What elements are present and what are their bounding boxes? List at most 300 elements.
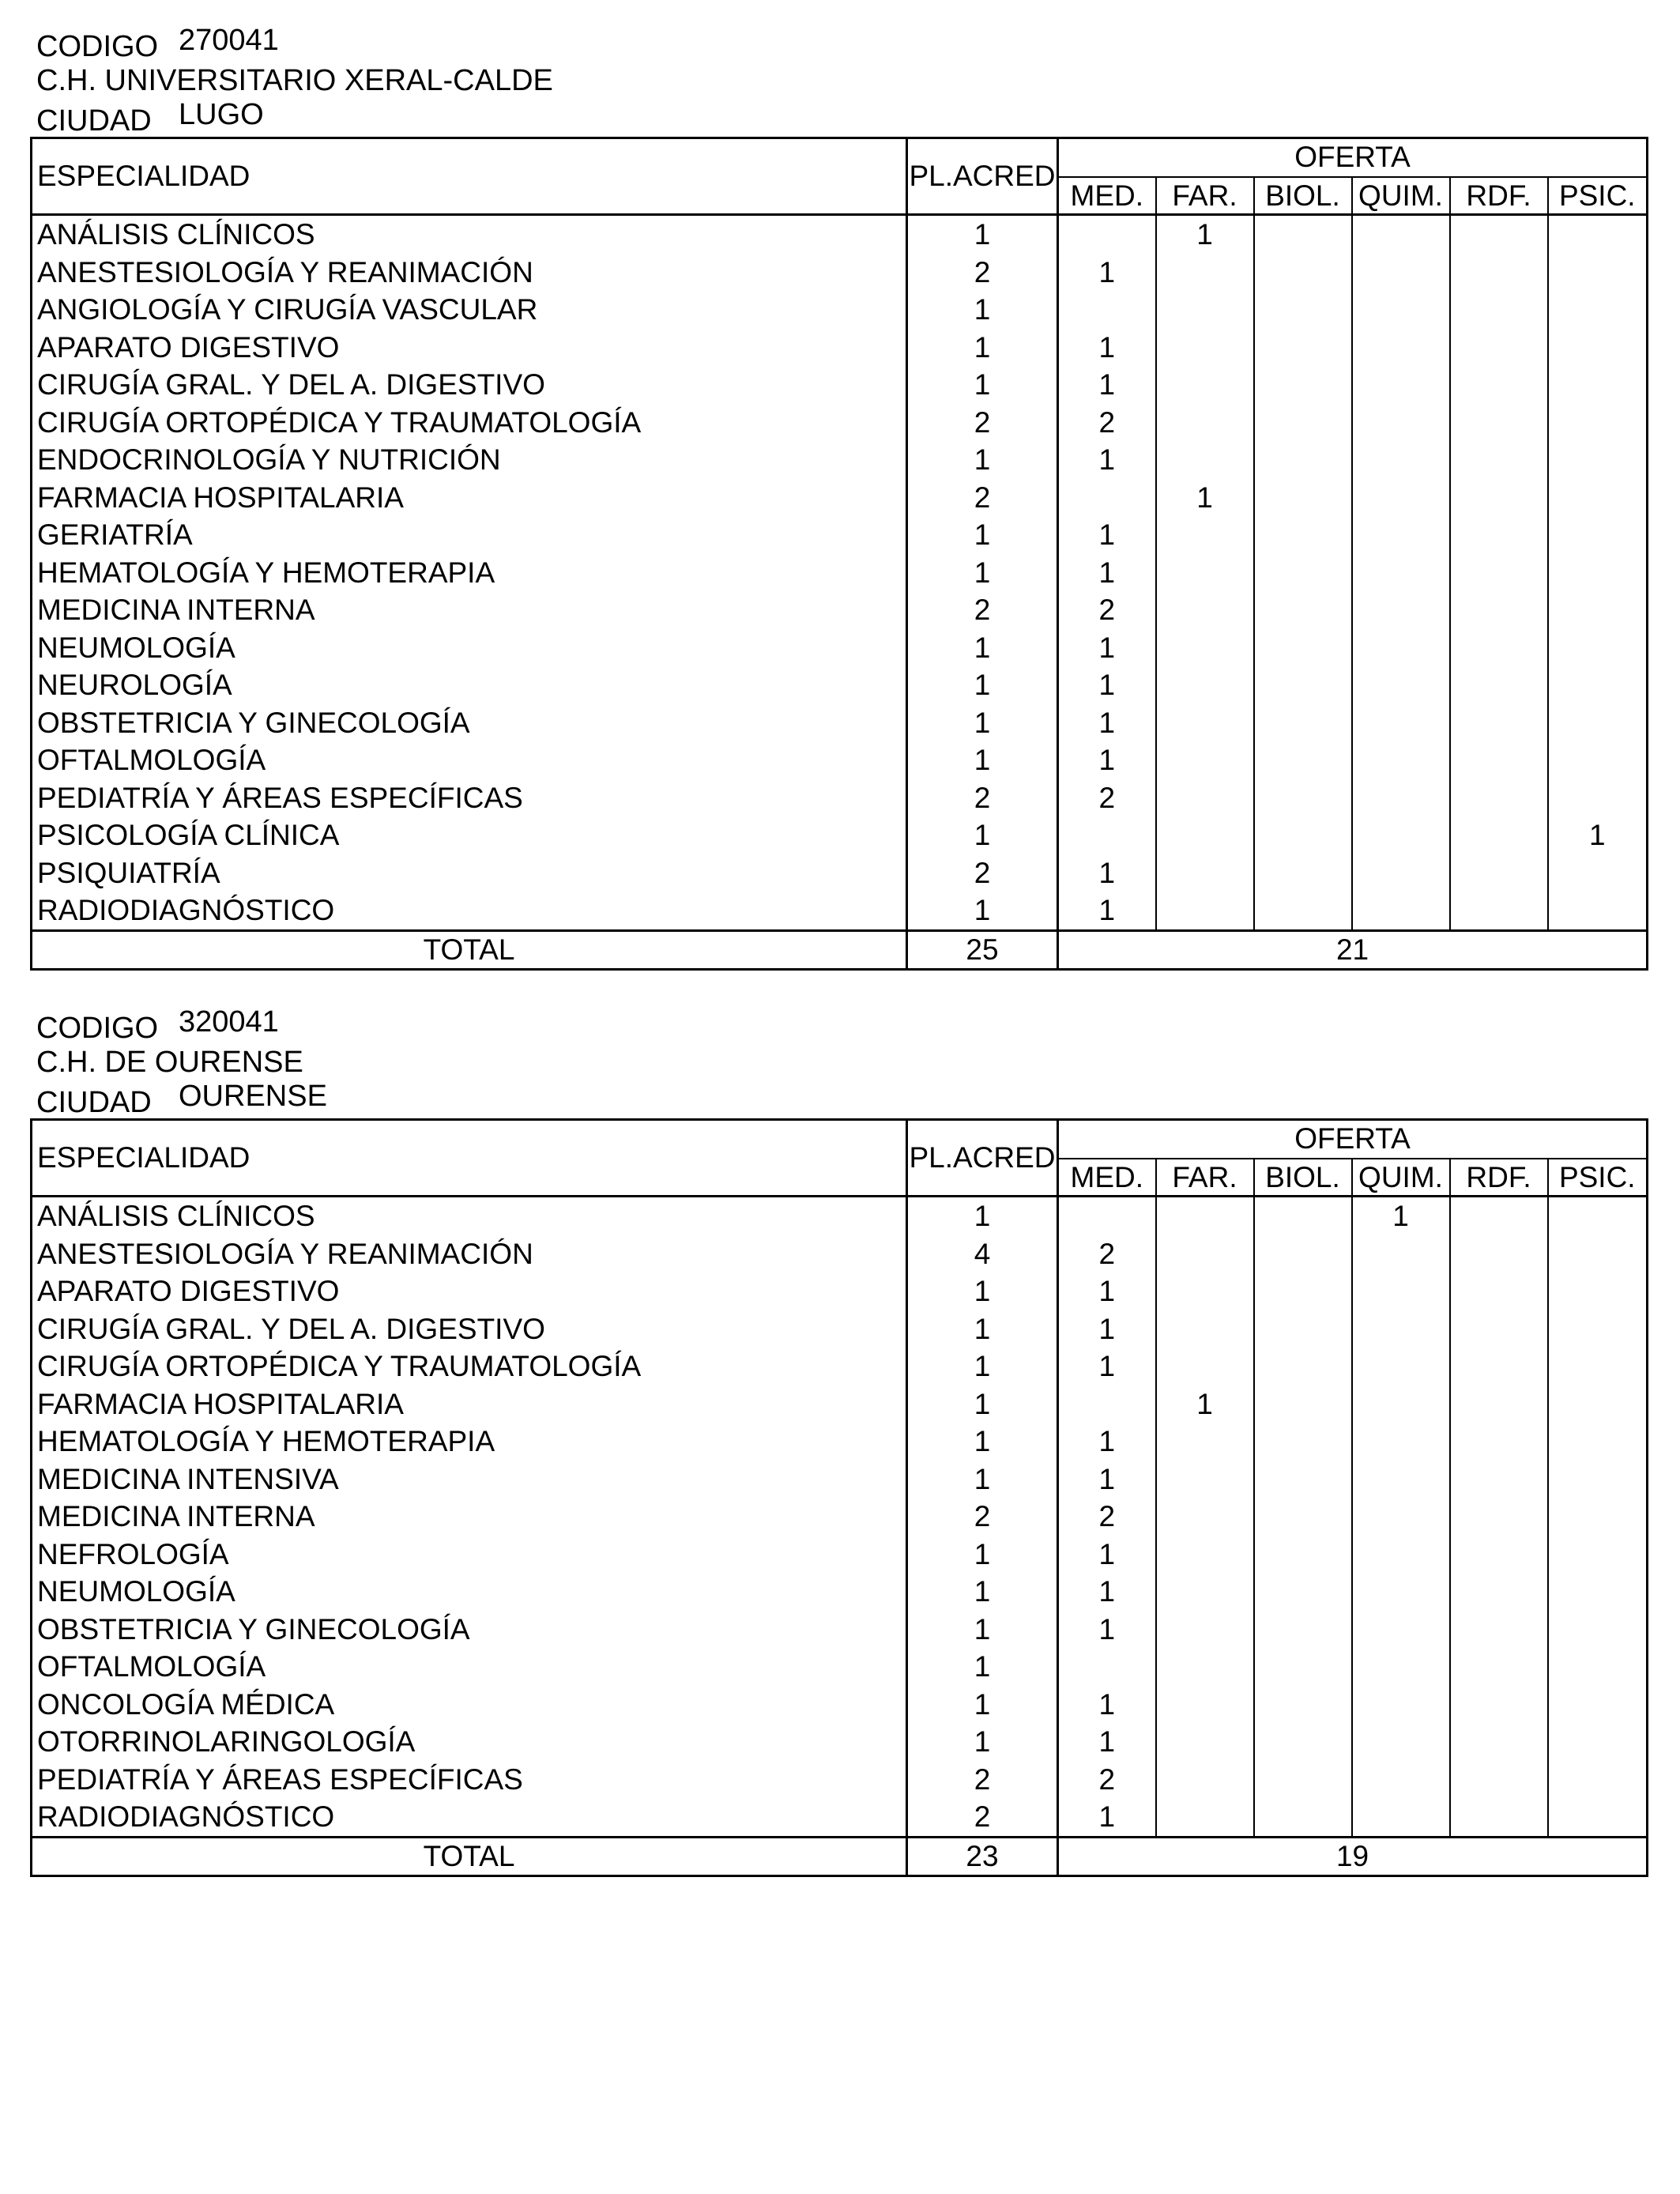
oferta-quim-cell bbox=[1352, 1723, 1450, 1761]
especialidad-cell: MEDICINA INTERNA bbox=[32, 591, 907, 629]
especialidad-cell: APARATO DIGESTIVO bbox=[32, 329, 907, 367]
oferta-psic-cell bbox=[1548, 1498, 1648, 1536]
oferta-biol-cell bbox=[1254, 366, 1352, 404]
oferta-med-cell: 1 bbox=[1058, 892, 1156, 930]
placred-cell: 1 bbox=[907, 1272, 1058, 1310]
table-row bbox=[32, 1573, 1648, 1611]
oferta-quim-cell bbox=[1352, 1272, 1450, 1310]
oferta-far-cell bbox=[1156, 329, 1254, 367]
placred-cell: 2 bbox=[907, 404, 1058, 442]
oferta-med-cell: 1 bbox=[1058, 854, 1156, 892]
oferta-med-cell: 1 bbox=[1058, 1348, 1156, 1385]
oferta-far-cell bbox=[1156, 291, 1254, 329]
oferta-psic-cell bbox=[1548, 516, 1648, 554]
oferta-psic-cell bbox=[1548, 215, 1648, 254]
column-header-rdf: RDF. bbox=[1450, 177, 1548, 215]
table-row bbox=[32, 1611, 1648, 1649]
table-row bbox=[32, 1498, 1648, 1536]
especialidad-cell: OBSTETRICIA Y GINECOLOGÍA bbox=[32, 1611, 907, 1649]
oferta-psic-cell bbox=[1548, 741, 1648, 779]
table-row bbox=[32, 329, 1648, 367]
table-row bbox=[32, 254, 1648, 292]
especialidad-cell: CIRUGÍA ORTOPÉDICA Y TRAUMATOLOGÍA bbox=[32, 1348, 907, 1385]
oferta-med-cell: 2 bbox=[1058, 591, 1156, 629]
oferta-rdf-cell bbox=[1450, 1723, 1548, 1761]
especialidad-cell: ANESTESIOLOGÍA Y REANIMACIÓN bbox=[32, 254, 907, 292]
oferta-rdf-cell bbox=[1450, 554, 1548, 592]
oferta-med-cell bbox=[1058, 291, 1156, 329]
oferta-far-cell bbox=[1156, 441, 1254, 479]
oferta-rdf-cell bbox=[1450, 779, 1548, 817]
oferta-rdf-cell bbox=[1450, 1235, 1548, 1273]
especialidad-cell: MEDICINA INTENSIVA bbox=[32, 1461, 907, 1498]
oferta-rdf-cell bbox=[1450, 479, 1548, 517]
oferta-psic-cell bbox=[1548, 779, 1648, 817]
table-row bbox=[32, 1686, 1648, 1724]
oferta-psic-cell bbox=[1548, 591, 1648, 629]
oferta-quim-cell bbox=[1352, 404, 1450, 442]
oferta-biol-cell bbox=[1254, 1761, 1352, 1799]
total-placred: 23 bbox=[907, 1837, 1058, 1875]
oferta-med-cell bbox=[1058, 1385, 1156, 1423]
table-body bbox=[32, 1197, 1648, 1838]
oferta-biol-cell bbox=[1254, 1310, 1352, 1348]
oferta-far-cell bbox=[1156, 1611, 1254, 1649]
oferta-psic-cell bbox=[1548, 291, 1648, 329]
oferta-psic-cell: 1 bbox=[1548, 816, 1648, 854]
total-placred: 25 bbox=[907, 930, 1058, 969]
table-row bbox=[32, 1761, 1648, 1799]
placred-cell: 1 bbox=[907, 1461, 1058, 1498]
placred-cell: 1 bbox=[907, 1423, 1058, 1461]
oferta-biol-cell bbox=[1254, 779, 1352, 817]
placred-cell: 1 bbox=[907, 441, 1058, 479]
oferta-psic-cell bbox=[1548, 704, 1648, 742]
especialidad-cell: PSIQUIATRÍA bbox=[32, 854, 907, 892]
oferta-quim-cell: 1 bbox=[1352, 1197, 1450, 1235]
oferta-med-cell: 1 bbox=[1058, 1611, 1156, 1649]
oferta-far-cell bbox=[1156, 591, 1254, 629]
oferta-psic-cell bbox=[1548, 629, 1648, 667]
oferta-biol-cell bbox=[1254, 1461, 1352, 1498]
oferta-med-cell: 1 bbox=[1058, 1310, 1156, 1348]
oferta-far-cell bbox=[1156, 516, 1254, 554]
table-row bbox=[32, 1536, 1648, 1574]
oferta-rdf-cell bbox=[1450, 1310, 1548, 1348]
oferta-psic-cell bbox=[1548, 1423, 1648, 1461]
oferta-biol-cell bbox=[1254, 215, 1352, 254]
oferta-psic-cell bbox=[1548, 1197, 1648, 1235]
oferta-far-cell bbox=[1156, 1423, 1254, 1461]
oferta-rdf-cell bbox=[1450, 892, 1548, 930]
oferta-far-cell bbox=[1156, 704, 1254, 742]
oferta-rdf-cell bbox=[1450, 1461, 1548, 1498]
oferta-quim-cell bbox=[1352, 1385, 1450, 1423]
oferta-rdf-cell bbox=[1450, 741, 1548, 779]
oferta-quim-cell bbox=[1352, 741, 1450, 779]
oferta-psic-cell bbox=[1548, 1310, 1648, 1348]
table-row bbox=[32, 854, 1648, 892]
table-row bbox=[32, 516, 1648, 554]
hospital-name-line bbox=[30, 62, 1646, 100]
total-label: TOTAL bbox=[32, 1837, 907, 1875]
oferta-rdf-cell bbox=[1450, 854, 1548, 892]
especialidad-cell: FARMACIA HOSPITALARIA bbox=[32, 479, 907, 517]
oferta-far-cell bbox=[1156, 554, 1254, 592]
placred-cell: 1 bbox=[907, 1536, 1058, 1574]
specialty-table bbox=[30, 137, 1648, 971]
column-header-quim: QUIM. bbox=[1352, 1159, 1450, 1197]
oferta-far-cell bbox=[1156, 892, 1254, 930]
oferta-rdf-cell bbox=[1450, 591, 1548, 629]
table-row bbox=[32, 1385, 1648, 1423]
oferta-biol-cell bbox=[1254, 1723, 1352, 1761]
table-row bbox=[32, 892, 1648, 930]
placred-cell: 1 bbox=[907, 1310, 1058, 1348]
column-header-med: MED. bbox=[1058, 177, 1156, 215]
oferta-psic-cell bbox=[1548, 1648, 1648, 1686]
especialidad-cell: MEDICINA INTERNA bbox=[32, 1498, 907, 1536]
oferta-rdf-cell bbox=[1450, 1611, 1548, 1649]
placred-cell: 1 bbox=[907, 516, 1058, 554]
oferta-quim-cell bbox=[1352, 704, 1450, 742]
oferta-far-cell bbox=[1156, 1498, 1254, 1536]
oferta-quim-cell bbox=[1352, 1423, 1450, 1461]
especialidad-cell: OFTALMOLOGÍA bbox=[32, 741, 907, 779]
table-row bbox=[32, 629, 1648, 667]
oferta-med-cell bbox=[1058, 1648, 1156, 1686]
oferta-quim-cell bbox=[1352, 1235, 1450, 1273]
placred-cell: 2 bbox=[907, 254, 1058, 292]
oferta-far-cell bbox=[1156, 1272, 1254, 1310]
ciudad-line bbox=[30, 1081, 1646, 1118]
oferta-psic-cell bbox=[1548, 554, 1648, 592]
placred-cell: 1 bbox=[907, 892, 1058, 930]
placred-cell: 4 bbox=[907, 1235, 1058, 1273]
oferta-biol-cell bbox=[1254, 1573, 1352, 1611]
especialidad-cell: HEMATOLOGÍA Y HEMOTERAPIA bbox=[32, 1423, 907, 1461]
oferta-quim-cell bbox=[1352, 629, 1450, 667]
oferta-psic-cell bbox=[1548, 854, 1648, 892]
total-row bbox=[32, 1837, 1648, 1875]
oferta-quim-cell bbox=[1352, 479, 1450, 517]
table-row bbox=[32, 366, 1648, 404]
oferta-med-cell bbox=[1058, 215, 1156, 254]
oferta-far-cell bbox=[1156, 854, 1254, 892]
oferta-med-cell: 2 bbox=[1058, 1761, 1156, 1799]
especialidad-cell: ANGIOLOGÍA Y CIRUGÍA VASCULAR bbox=[32, 291, 907, 329]
oferta-rdf-cell bbox=[1450, 704, 1548, 742]
especialidad-cell: NEFROLOGÍA bbox=[32, 1536, 907, 1574]
especialidad-cell: RADIODIAGNÓSTICO bbox=[32, 1798, 907, 1837]
column-header-psic: PSIC. bbox=[1548, 177, 1648, 215]
oferta-quim-cell bbox=[1352, 254, 1450, 292]
oferta-biol-cell bbox=[1254, 1197, 1352, 1235]
table-body bbox=[32, 215, 1648, 931]
oferta-rdf-cell bbox=[1450, 1197, 1548, 1235]
oferta-biol-cell bbox=[1254, 854, 1352, 892]
oferta-psic-cell bbox=[1548, 1686, 1648, 1724]
oferta-biol-cell bbox=[1254, 404, 1352, 442]
oferta-biol-cell bbox=[1254, 1348, 1352, 1385]
column-header-placred: PL.ACRED bbox=[907, 138, 1058, 215]
oferta-psic-cell bbox=[1548, 1798, 1648, 1837]
oferta-med-cell: 2 bbox=[1058, 1498, 1156, 1536]
oferta-biol-cell bbox=[1254, 1272, 1352, 1310]
oferta-far-cell: 1 bbox=[1156, 1385, 1254, 1423]
codigo-label: CODIGO bbox=[36, 1012, 159, 1045]
oferta-far-cell bbox=[1156, 816, 1254, 854]
oferta-quim-cell bbox=[1352, 1498, 1450, 1536]
oferta-biol-cell bbox=[1254, 1498, 1352, 1536]
especialidad-cell: PEDIATRÍA Y ÁREAS ESPECÍFICAS bbox=[32, 1761, 907, 1799]
oferta-med-cell: 1 bbox=[1058, 554, 1156, 592]
oferta-quim-cell bbox=[1352, 1348, 1450, 1385]
oferta-biol-cell bbox=[1254, 591, 1352, 629]
oferta-med-cell: 1 bbox=[1058, 1272, 1156, 1310]
placred-cell: 1 bbox=[907, 1723, 1058, 1761]
oferta-far-cell bbox=[1156, 741, 1254, 779]
oferta-med-cell: 1 bbox=[1058, 741, 1156, 779]
table-row bbox=[32, 816, 1648, 854]
especialidad-cell: OTORRINOLARINGOLOGÍA bbox=[32, 1723, 907, 1761]
oferta-biol-cell bbox=[1254, 1423, 1352, 1461]
oferta-far-cell bbox=[1156, 1686, 1254, 1724]
oferta-quim-cell bbox=[1352, 1686, 1450, 1724]
especialidad-cell: CIRUGÍA ORTOPÉDICA Y TRAUMATOLOGÍA bbox=[32, 404, 907, 442]
column-header-especialidad: ESPECIALIDAD bbox=[32, 1120, 907, 1197]
oferta-psic-cell bbox=[1548, 1348, 1648, 1385]
especialidad-cell: CIRUGÍA GRAL. Y DEL A. DIGESTIVO bbox=[32, 1310, 907, 1348]
especialidad-cell: OFTALMOLOGÍA bbox=[32, 1648, 907, 1686]
total-row bbox=[32, 930, 1648, 969]
oferta-rdf-cell bbox=[1450, 1761, 1548, 1799]
oferta-med-cell: 1 bbox=[1058, 441, 1156, 479]
oferta-med-cell: 1 bbox=[1058, 1573, 1156, 1611]
oferta-psic-cell bbox=[1548, 1573, 1648, 1611]
oferta-psic-cell bbox=[1548, 1385, 1648, 1423]
oferta-far-cell bbox=[1156, 1573, 1254, 1611]
oferta-med-cell: 1 bbox=[1058, 629, 1156, 667]
oferta-psic-cell bbox=[1548, 892, 1648, 930]
table-row bbox=[32, 1235, 1648, 1273]
oferta-psic-cell bbox=[1548, 441, 1648, 479]
table-row bbox=[32, 1461, 1648, 1498]
oferta-psic-cell bbox=[1548, 1461, 1648, 1498]
especialidad-cell: RADIODIAGNÓSTICO bbox=[32, 892, 907, 930]
oferta-psic-cell bbox=[1548, 666, 1648, 704]
column-header-placred: PL.ACRED bbox=[907, 1120, 1058, 1197]
table-row bbox=[32, 291, 1648, 329]
oferta-far-cell: 1 bbox=[1156, 215, 1254, 254]
oferta-biol-cell bbox=[1254, 516, 1352, 554]
total-oferta: 19 bbox=[1058, 1837, 1648, 1875]
oferta-med-cell: 1 bbox=[1058, 329, 1156, 367]
table-row bbox=[32, 1723, 1648, 1761]
oferta-med-cell: 1 bbox=[1058, 704, 1156, 742]
oferta-biol-cell bbox=[1254, 892, 1352, 930]
hospital-name-line bbox=[30, 1044, 1646, 1081]
table-row bbox=[32, 1310, 1648, 1348]
hospital-name: C.H. UNIVERSITARIO XERAL-CALDE bbox=[36, 64, 553, 97]
especialidad-cell: FARMACIA HOSPITALARIA bbox=[32, 1385, 907, 1423]
hospital-block-1 bbox=[30, 25, 1646, 971]
oferta-med-cell: 1 bbox=[1058, 666, 1156, 704]
especialidad-cell: NEUROLOGÍA bbox=[32, 666, 907, 704]
oferta-far-cell bbox=[1156, 1348, 1254, 1385]
table-row bbox=[32, 591, 1648, 629]
oferta-med-cell: 1 bbox=[1058, 516, 1156, 554]
especialidad-cell: OBSTETRICIA Y GINECOLOGÍA bbox=[32, 704, 907, 742]
placred-cell: 1 bbox=[907, 741, 1058, 779]
oferta-med-cell: 1 bbox=[1058, 1461, 1156, 1498]
column-header-oferta: OFERTA bbox=[1058, 1120, 1648, 1159]
table-row bbox=[32, 704, 1648, 742]
table-row bbox=[32, 404, 1648, 442]
table-row bbox=[32, 1272, 1648, 1310]
placred-cell: 1 bbox=[907, 215, 1058, 254]
especialidad-cell: GERIATRÍA bbox=[32, 516, 907, 554]
oferta-rdf-cell bbox=[1450, 291, 1548, 329]
especialidad-cell: CIRUGÍA GRAL. Y DEL A. DIGESTIVO bbox=[32, 366, 907, 404]
column-header-psic: PSIC. bbox=[1548, 1159, 1648, 1197]
oferta-biol-cell bbox=[1254, 666, 1352, 704]
oferta-psic-cell bbox=[1548, 1272, 1648, 1310]
especialidad-cell: ENDOCRINOLOGÍA Y NUTRICIÓN bbox=[32, 441, 907, 479]
oferta-rdf-cell bbox=[1450, 1423, 1548, 1461]
placred-cell: 1 bbox=[907, 1348, 1058, 1385]
oferta-med-cell: 1 bbox=[1058, 1536, 1156, 1574]
oferta-quim-cell bbox=[1352, 441, 1450, 479]
oferta-rdf-cell bbox=[1450, 1272, 1548, 1310]
oferta-quim-cell bbox=[1352, 291, 1450, 329]
oferta-far-cell bbox=[1156, 1197, 1254, 1235]
ciudad-value: OURENSE bbox=[179, 1080, 327, 1113]
oferta-psic-cell bbox=[1548, 1235, 1648, 1273]
especialidad-cell: ANESTESIOLOGÍA Y REANIMACIÓN bbox=[32, 1235, 907, 1273]
codigo-value: 320041 bbox=[179, 1005, 279, 1039]
oferta-biol-cell bbox=[1254, 291, 1352, 329]
placred-cell: 2 bbox=[907, 591, 1058, 629]
oferta-far-cell bbox=[1156, 666, 1254, 704]
oferta-quim-cell bbox=[1352, 816, 1450, 854]
oferta-biol-cell bbox=[1254, 741, 1352, 779]
hospital-name: C.H. DE OURENSE bbox=[36, 1046, 303, 1079]
oferta-rdf-cell bbox=[1450, 1573, 1548, 1611]
ciudad-label: CIUDAD bbox=[36, 1086, 152, 1119]
oferta-far-cell bbox=[1156, 1461, 1254, 1498]
oferta-psic-cell bbox=[1548, 254, 1648, 292]
oferta-quim-cell bbox=[1352, 329, 1450, 367]
table-row bbox=[32, 1648, 1648, 1686]
placred-cell: 1 bbox=[907, 1648, 1058, 1686]
oferta-rdf-cell bbox=[1450, 1536, 1548, 1574]
table-row bbox=[32, 479, 1648, 517]
oferta-biol-cell bbox=[1254, 1385, 1352, 1423]
total-label: TOTAL bbox=[32, 930, 907, 969]
oferta-biol-cell bbox=[1254, 1686, 1352, 1724]
especialidad-cell: NEUMOLOGÍA bbox=[32, 1573, 907, 1611]
placred-cell: 2 bbox=[907, 1498, 1058, 1536]
oferta-far-cell bbox=[1156, 1723, 1254, 1761]
placred-cell: 1 bbox=[907, 666, 1058, 704]
placred-cell: 1 bbox=[907, 554, 1058, 592]
oferta-psic-cell bbox=[1548, 329, 1648, 367]
oferta-biol-cell bbox=[1254, 629, 1352, 667]
placred-cell: 1 bbox=[907, 291, 1058, 329]
placred-cell: 1 bbox=[907, 704, 1058, 742]
oferta-biol-cell bbox=[1254, 704, 1352, 742]
placred-cell: 2 bbox=[907, 479, 1058, 517]
table-row bbox=[32, 741, 1648, 779]
oferta-med-cell: 1 bbox=[1058, 1686, 1156, 1724]
especialidad-cell: ONCOLOGÍA MÉDICA bbox=[32, 1686, 907, 1724]
placred-cell: 1 bbox=[907, 1197, 1058, 1235]
column-header-oferta: OFERTA bbox=[1058, 138, 1648, 177]
oferta-quim-cell bbox=[1352, 366, 1450, 404]
placred-cell: 1 bbox=[907, 329, 1058, 367]
especialidad-cell: APARATO DIGESTIVO bbox=[32, 1272, 907, 1310]
especialidad-cell: PSICOLOGÍA CLÍNICA bbox=[32, 816, 907, 854]
oferta-med-cell: 1 bbox=[1058, 254, 1156, 292]
oferta-psic-cell bbox=[1548, 1761, 1648, 1799]
oferta-quim-cell bbox=[1352, 554, 1450, 592]
oferta-med-cell bbox=[1058, 479, 1156, 517]
oferta-med-cell: 2 bbox=[1058, 779, 1156, 817]
column-header-med: MED. bbox=[1058, 1159, 1156, 1197]
oferta-quim-cell bbox=[1352, 854, 1450, 892]
oferta-quim-cell bbox=[1352, 1611, 1450, 1649]
oferta-quim-cell bbox=[1352, 1573, 1450, 1611]
oferta-biol-cell bbox=[1254, 1798, 1352, 1837]
oferta-biol-cell bbox=[1254, 441, 1352, 479]
placred-cell: 2 bbox=[907, 1761, 1058, 1799]
placred-cell: 1 bbox=[907, 1686, 1058, 1724]
placred-cell: 1 bbox=[907, 816, 1058, 854]
hospital-block-2 bbox=[30, 1007, 1646, 1877]
placred-cell: 1 bbox=[907, 629, 1058, 667]
oferta-biol-cell bbox=[1254, 554, 1352, 592]
oferta-quim-cell bbox=[1352, 1761, 1450, 1799]
ciudad-line bbox=[30, 100, 1646, 137]
oferta-far-cell bbox=[1156, 1648, 1254, 1686]
oferta-far-cell bbox=[1156, 1310, 1254, 1348]
oferta-rdf-cell bbox=[1450, 329, 1548, 367]
oferta-far-cell bbox=[1156, 1798, 1254, 1837]
column-header-biol: BIOL. bbox=[1254, 177, 1352, 215]
oferta-biol-cell bbox=[1254, 254, 1352, 292]
table-row bbox=[32, 666, 1648, 704]
especialidad-cell: ANÁLISIS CLÍNICOS bbox=[32, 1197, 907, 1235]
column-header-especialidad: ESPECIALIDAD bbox=[32, 138, 907, 215]
oferta-quim-cell bbox=[1352, 516, 1450, 554]
oferta-quim-cell bbox=[1352, 779, 1450, 817]
ciudad-label: CIUDAD bbox=[36, 104, 152, 138]
oferta-biol-cell bbox=[1254, 329, 1352, 367]
oferta-far-cell bbox=[1156, 366, 1254, 404]
placred-cell: 1 bbox=[907, 1385, 1058, 1423]
codigo-line bbox=[30, 25, 1646, 62]
oferta-med-cell: 2 bbox=[1058, 404, 1156, 442]
table-row bbox=[32, 554, 1648, 592]
ciudad-value: LUGO bbox=[179, 98, 264, 131]
column-header-rdf: RDF. bbox=[1450, 1159, 1548, 1197]
table-row bbox=[32, 1348, 1648, 1385]
placred-cell: 1 bbox=[907, 1611, 1058, 1649]
oferta-med-cell: 1 bbox=[1058, 1798, 1156, 1837]
placred-cell: 2 bbox=[907, 779, 1058, 817]
column-header-far: FAR. bbox=[1156, 1159, 1254, 1197]
